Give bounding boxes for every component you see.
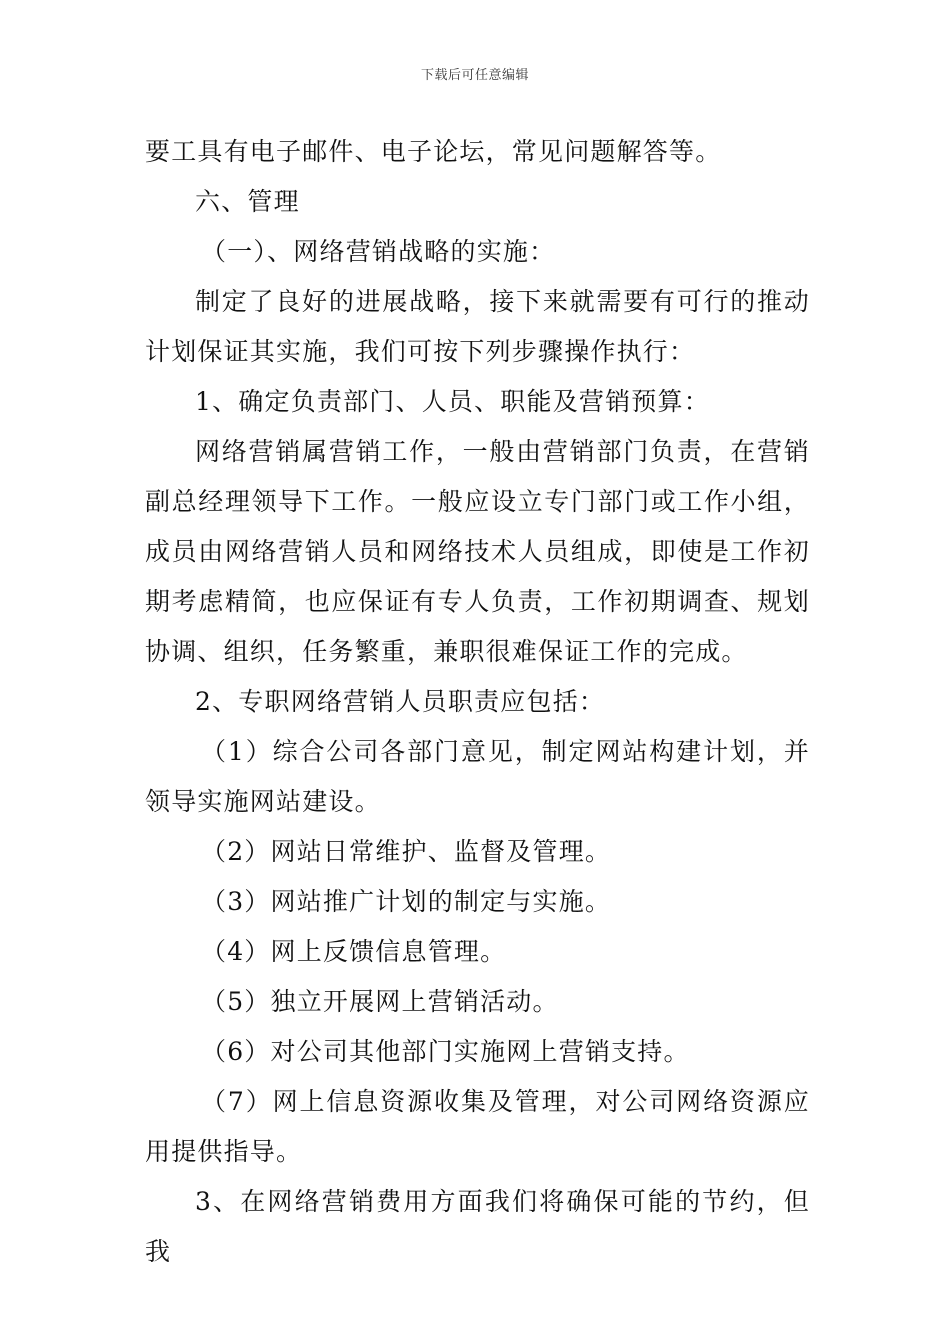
step-3-paragraph: 3、在网络营销费用方面我们将确保可能的节约，但我 — [145, 1187, 810, 1266]
duty-item-4: （4）网上反馈信息管理。 — [201, 937, 507, 966]
subsection-heading-strategy-implementation: （一）、网络营销战略的实施： — [201, 237, 556, 266]
section-heading-management: 六、管理 — [195, 187, 300, 216]
document-body — [145, 127, 810, 1277]
step-2-heading: 2、专职网络营销人员职责应包括： — [195, 687, 606, 716]
paragraph-implementation-intro: 制定了良好的进展战略，接下来就需要有可行的推动计划保证其实施，我们可按下列步骤操作执行： — [145, 287, 810, 366]
duty-item-3: （3）网站推广计划的制定与实施。 — [201, 887, 612, 916]
duty-item-5: （5）独立开展网上营销活动。 — [201, 987, 559, 1016]
duty-item-1: （1）综合公司各部门意见，制定网站构建计划，并领导实施网站建设。 — [145, 737, 810, 816]
step-1-heading: 1、确定负责部门、人员、职能及营销预算： — [195, 387, 710, 416]
paragraph-tools-continuation: 要工具有电子邮件、电子论坛，常见问题解答等。 — [145, 137, 722, 166]
duty-item-2: （2）网站日常维护、监督及管理。 — [201, 837, 612, 866]
download-note-header: 下载后可任意编辑 — [420, 68, 529, 83]
duty-item-6: （6）对公司其他部门实施网上营销支持。 — [201, 1037, 690, 1066]
paragraph-department-responsibility: 网络营销属营销工作，一般由营销部门负责，在营销副总经理领导下工作。一般应设立专门部门或工作小组，成员由网络营销人员和网络技术人员组成，即使是工作初期考虑精简，也应保证有专人负责，工作初期调查、规划协调、组织，任务繁重，兼职很难保证工作的完成。 — [145, 437, 810, 666]
duty-item-7: （7）网上信息资源收集及管理，对公司网络资源应用提供指导。 — [145, 1087, 810, 1166]
